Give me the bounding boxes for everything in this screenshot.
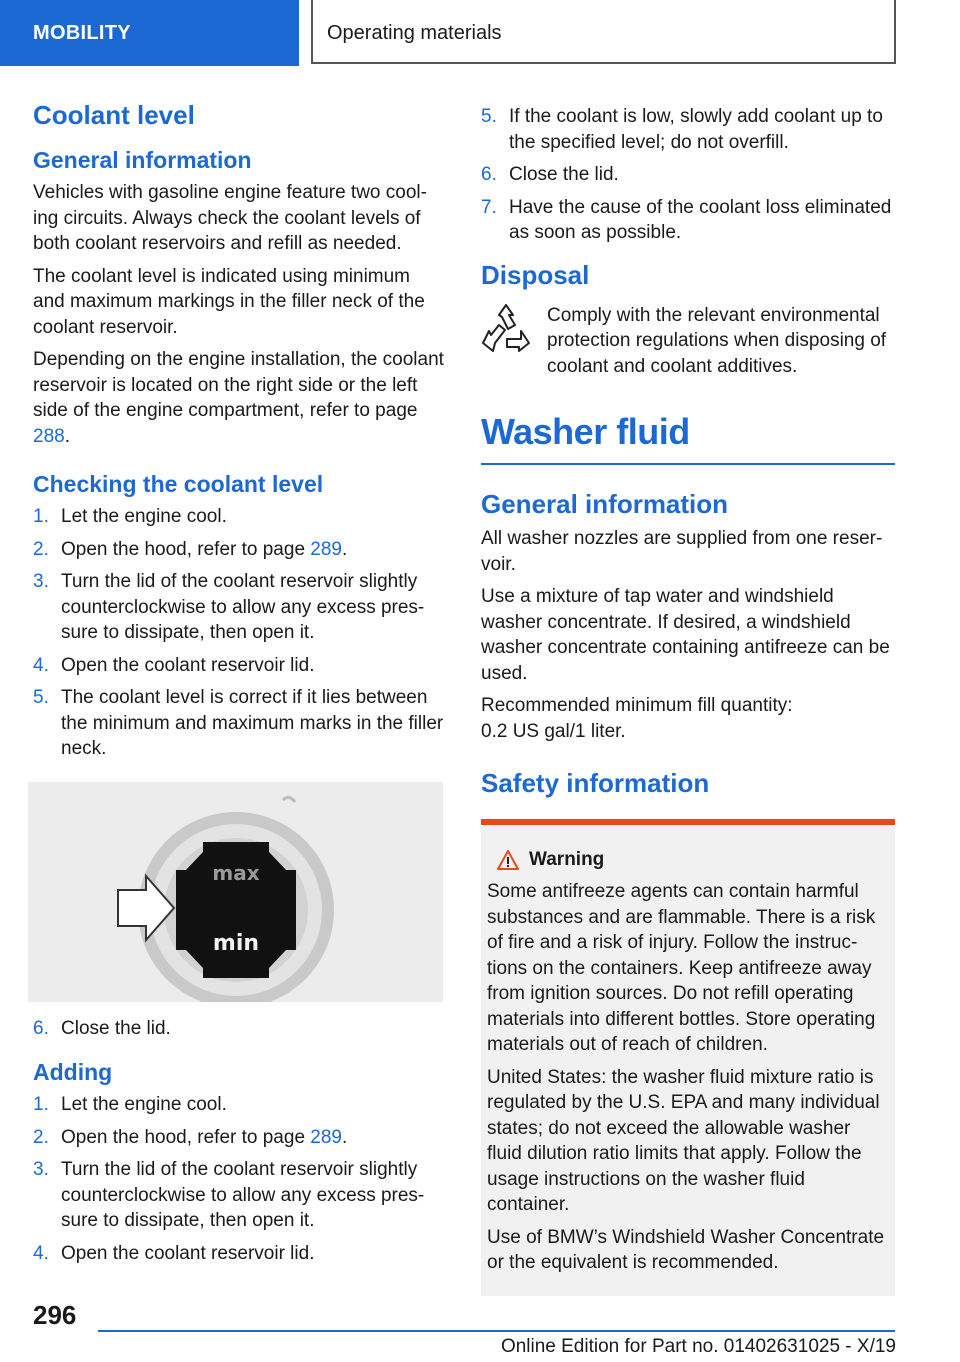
min-mark: min: [212, 930, 260, 956]
list-item: 3. Turn the lid of the coolant reservoir slightly counterclockwise to allow any excess pres‐sure to dissipate, then open it.: [33, 571, 425, 643]
safety-heading: Safety information: [481, 768, 710, 798]
fill-quantity-label: Recommended minimum fill quantity:: [481, 695, 793, 716]
max-mark: max: [212, 860, 260, 885]
list-item: 4. Open the coolant reservoir lid.: [33, 654, 315, 676]
list-item: 2. Open the hood, refer to page 289.: [33, 1126, 348, 1148]
recycle-icon: [481, 303, 531, 359]
list-item: 4. Open the coolant reservoir lid.: [33, 1242, 315, 1264]
warning-label: Warning: [529, 849, 605, 870]
list-item: 3. Turn the lid of the coolant reservoir slightly counterclockwise to allow any excess pres‐sure to dissipate, then open it.: [33, 1159, 425, 1231]
list-item: 5. If the coolant is low, slowly add coolant up to the specified level; do not overfill.: [481, 106, 883, 153]
list-item: 5. The coolant level is correct if it lies between the minimum and maximum marks in the filler neck.: [33, 687, 444, 759]
list-item: 1. Let the engine cool.: [33, 1094, 227, 1115]
washer-paragraph-1: All washer nozzles are supplied from one reser‐voir.: [481, 528, 883, 575]
adding-steps-continued: [481, 104, 895, 246]
list-item: 6. Close the lid.: [33, 1017, 171, 1039]
page-link-288[interactable]: 288: [33, 425, 65, 447]
list-item: 6. Close the lid.: [481, 164, 619, 185]
washer-fluid-title: Washer fluid: [481, 411, 895, 465]
list-item: 2. Open the hood, refer to page 289.: [33, 538, 348, 560]
general-paragraph-2: The coolant level is indicated using minimum and maximum markings in the filler neck of the coolant reservoir.: [33, 265, 425, 338]
warning-paragraph-3: Use of BMW’s Windshield Washer Concentrate or the equivalent is recommended.: [487, 1226, 885, 1273]
filler-neck-illustration: [28, 782, 443, 1002]
adding-steps: [33, 1092, 445, 1266]
warning-header: [497, 849, 889, 871]
checking-steps: [33, 504, 445, 762]
fill-quantity-value: 0.2 US gal/1 liter.: [481, 720, 626, 742]
chapter-tab[interactable]: Operating materials: [311, 0, 896, 64]
page-header: [0, 0, 960, 66]
washer-general-heading: General information: [481, 489, 729, 519]
warning-paragraph-1: Some antifreeze agents can contain harmful substances and are flammable. There is a risk of fire and a risk of injury. Follow the instruc‐tions on the containers. Keep antifreeze away from ignition sources. Do not refill operating materials into different bottles. Store operating materials out of reach of children.: [487, 881, 876, 1055]
close-lid-step: [33, 1016, 445, 1042]
edition-text: Online Edition for Part no. 01402631025 - X/19: [500, 1336, 896, 1357]
section-tab[interactable]: MOBILITY: [0, 0, 299, 66]
right-column: [481, 104, 895, 1296]
checking-heading: Checking the coolant level: [33, 471, 324, 497]
general-paragraph-1: Vehicles with gasoline engine feature two cool‐ing circuits. Always check the coolant levels of both coolant reservoirs and refill as needed.: [33, 182, 427, 254]
footer-divider: [98, 1330, 895, 1332]
list-item: 7. Have the cause of the coolant loss eliminated as soon as possible.: [481, 196, 892, 243]
warning-triangle-icon: [497, 850, 519, 870]
location-paragraph: Depending on the engine installation, the coolant reservoir is located on the right side or the left side of the engine compartment, refer to page 288.: [33, 349, 444, 447]
washer-paragraph-2: Use a mixture of tap water and windshield washer concentrate. If desired, a windshield washer concentrate containing antifreeze can be used.: [481, 586, 890, 684]
warning-paragraph-2: United States: the washer fluid mixture ratio is regulated by the U.S. EPA and many individual states; do not exceed the allowable washer fluid dilution ratio limits that apply. Follow the usage instructions on the washer fluid container.: [487, 1066, 880, 1215]
left-column: [33, 100, 445, 1273]
adding-heading: Adding: [33, 1059, 113, 1085]
general-info-heading: General information: [33, 147, 252, 173]
disposal-heading: Disposal: [481, 259, 590, 290]
page-link-289[interactable]: 289: [310, 538, 342, 560]
coolant-filler-figure: [28, 782, 443, 1002]
list-item: 1. Let the engine cool.: [33, 506, 227, 527]
page-number: 296: [33, 1300, 77, 1330]
disposal-text: Comply with the relevant environmental protection regulations when disposing of coolant and coolant additives.: [547, 304, 887, 377]
disposal-note: [481, 303, 895, 380]
coolant-level-title: Coolant level: [33, 100, 195, 130]
warning-box: [481, 819, 895, 1296]
page-link-289[interactable]: 289: [310, 1126, 342, 1148]
